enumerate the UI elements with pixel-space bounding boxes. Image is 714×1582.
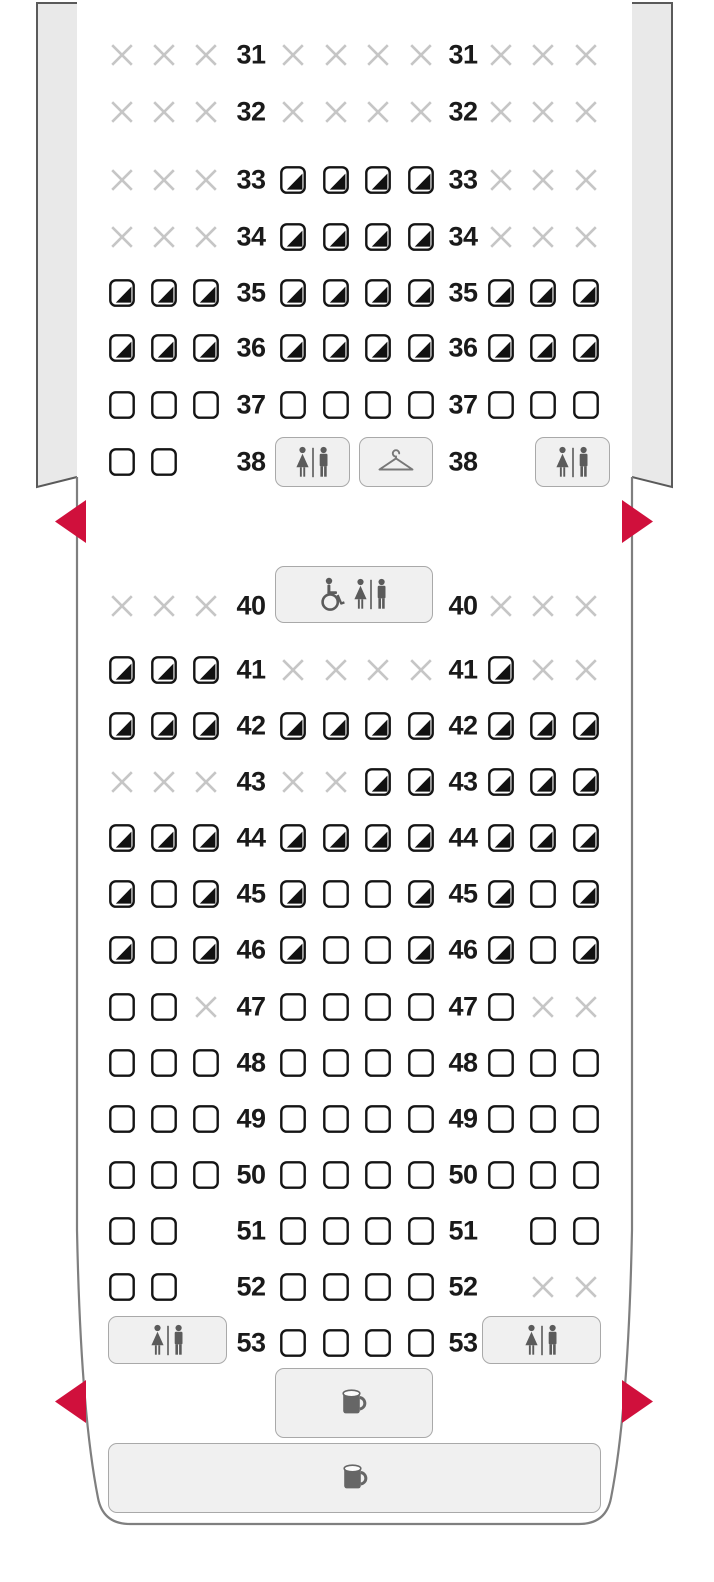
- seat-preferred[interactable]: [573, 936, 599, 964]
- row-number-label: 49: [448, 1103, 478, 1134]
- seat-preferred[interactable]: [488, 334, 514, 362]
- seat-available[interactable]: [365, 993, 391, 1021]
- lavatory: [275, 437, 350, 487]
- seat-unavailable: [574, 658, 598, 682]
- row-number-label: 37: [448, 389, 478, 420]
- row-number-label: 35: [236, 277, 266, 308]
- accessible-lavatory: [275, 566, 433, 623]
- seat-preferred[interactable]: [488, 824, 514, 852]
- seat-unavailable: [531, 995, 555, 1019]
- seat-unavailable: [366, 43, 390, 67]
- seat-unavailable: [574, 43, 598, 67]
- seat-unavailable: [110, 43, 134, 67]
- seat-available[interactable]: [365, 391, 391, 419]
- seat-available[interactable]: [151, 391, 177, 419]
- left-wing-panel: [37, 3, 77, 487]
- seat-preferred[interactable]: [109, 880, 135, 908]
- seat-preferred[interactable]: [530, 768, 556, 796]
- seat-available[interactable]: [530, 936, 556, 964]
- row-number-label: 32: [448, 96, 478, 127]
- seat-available[interactable]: [323, 1161, 349, 1189]
- mug-icon: [339, 1387, 369, 1419]
- seat-unavailable: [324, 43, 348, 67]
- seat-preferred[interactable]: [408, 880, 434, 908]
- seat-unavailable: [110, 594, 134, 618]
- seat-preferred[interactable]: [408, 279, 434, 307]
- seat-preferred[interactable]: [109, 334, 135, 362]
- seat-preferred[interactable]: [280, 880, 306, 908]
- seat-unavailable: [409, 100, 433, 124]
- seat-preferred[interactable]: [488, 768, 514, 796]
- seat-available[interactable]: [193, 1161, 219, 1189]
- row-number-label: 36: [448, 332, 478, 363]
- seat-available[interactable]: [408, 1273, 434, 1301]
- seat-available[interactable]: [109, 1105, 135, 1133]
- seat-unavailable: [194, 43, 218, 67]
- seat-unavailable: [489, 43, 513, 67]
- seat-preferred[interactable]: [365, 768, 391, 796]
- row-number-label: 45: [236, 878, 266, 909]
- seat-preferred[interactable]: [323, 712, 349, 740]
- row-number-label: 44: [236, 822, 266, 853]
- seat-available[interactable]: [151, 1049, 177, 1077]
- seat-unavailable: [194, 995, 218, 1019]
- mug-icon: [340, 1462, 370, 1494]
- seat-available[interactable]: [573, 1049, 599, 1077]
- seat-available[interactable]: [365, 936, 391, 964]
- seat-available[interactable]: [408, 1049, 434, 1077]
- seat-unavailable: [194, 100, 218, 124]
- seat-available[interactable]: [408, 1105, 434, 1133]
- seat-preferred[interactable]: [193, 880, 219, 908]
- galley: [275, 1368, 433, 1438]
- seat-unavailable: [324, 100, 348, 124]
- seat-unavailable: [366, 658, 390, 682]
- seat-preferred[interactable]: [488, 712, 514, 740]
- seat-unavailable: [489, 168, 513, 192]
- seat-available[interactable]: [530, 1105, 556, 1133]
- seat-available[interactable]: [151, 936, 177, 964]
- seat-available[interactable]: [323, 1049, 349, 1077]
- restroom-icon: [522, 1324, 562, 1357]
- seat-available[interactable]: [151, 1273, 177, 1301]
- seat-available[interactable]: [530, 391, 556, 419]
- row-number-label: 33: [236, 164, 266, 195]
- seat-preferred[interactable]: [151, 824, 177, 852]
- lavatory: [535, 437, 610, 487]
- seat-unavailable: [152, 770, 176, 794]
- seat-available[interactable]: [408, 391, 434, 419]
- seat-available[interactable]: [530, 1161, 556, 1189]
- seat-preferred[interactable]: [280, 223, 306, 251]
- seat-unavailable: [152, 100, 176, 124]
- seat-available[interactable]: [530, 1217, 556, 1245]
- seat-preferred[interactable]: [280, 936, 306, 964]
- seat-unavailable: [489, 225, 513, 249]
- seat-preferred[interactable]: [323, 166, 349, 194]
- seat-preferred[interactable]: [488, 880, 514, 908]
- row-number-label: 43: [448, 766, 478, 797]
- seat-available[interactable]: [323, 1273, 349, 1301]
- row-number-label: 34: [236, 221, 266, 252]
- accessible-restroom-icon: [316, 576, 392, 614]
- row-number-label: 34: [448, 221, 478, 252]
- seat-preferred[interactable]: [151, 656, 177, 684]
- seat-available[interactable]: [151, 993, 177, 1021]
- seat-available[interactable]: [365, 1161, 391, 1189]
- seat-unavailable: [110, 100, 134, 124]
- seat-available[interactable]: [323, 1105, 349, 1133]
- seat-available[interactable]: [323, 1217, 349, 1245]
- seat-available[interactable]: [151, 1161, 177, 1189]
- seat-available[interactable]: [323, 391, 349, 419]
- seat-unavailable: [152, 594, 176, 618]
- seat-preferred[interactable]: [280, 712, 306, 740]
- seat-unavailable: [194, 594, 218, 618]
- seat-available[interactable]: [530, 1049, 556, 1077]
- seat-unavailable: [409, 43, 433, 67]
- seat-preferred[interactable]: [280, 824, 306, 852]
- seat-available[interactable]: [280, 1217, 306, 1245]
- seat-preferred[interactable]: [193, 936, 219, 964]
- seat-available[interactable]: [109, 448, 135, 476]
- seat-preferred[interactable]: [280, 166, 306, 194]
- seat-preferred[interactable]: [488, 936, 514, 964]
- seat-unavailable: [152, 225, 176, 249]
- exit-arrow-icon: [622, 1380, 653, 1423]
- seat-available[interactable]: [109, 391, 135, 419]
- seat-available[interactable]: [365, 1049, 391, 1077]
- seat-available[interactable]: [488, 391, 514, 419]
- row-number-label: 38: [236, 446, 266, 477]
- seat-preferred[interactable]: [408, 223, 434, 251]
- hanger-icon: [374, 449, 418, 475]
- row-number-label: 53: [448, 1327, 478, 1358]
- seat-preferred[interactable]: [323, 334, 349, 362]
- seat-available[interactable]: [573, 1105, 599, 1133]
- row-number-label: 31: [236, 39, 266, 70]
- seat-available[interactable]: [280, 1273, 306, 1301]
- row-number-label: 48: [236, 1047, 266, 1078]
- seat-unavailable: [489, 100, 513, 124]
- seat-preferred[interactable]: [573, 712, 599, 740]
- seat-unavailable: [194, 770, 218, 794]
- seat-unavailable: [574, 594, 598, 618]
- seat-preferred[interactable]: [408, 936, 434, 964]
- seat-available[interactable]: [530, 880, 556, 908]
- seat-preferred[interactable]: [280, 279, 306, 307]
- row-number-label: 47: [448, 991, 478, 1022]
- restroom-icon: [553, 446, 593, 479]
- row-number-label: 50: [236, 1159, 266, 1190]
- seat-unavailable: [531, 1275, 555, 1299]
- row-number-label: 50: [448, 1159, 478, 1190]
- row-number-label: 51: [236, 1215, 266, 1246]
- seat-available[interactable]: [323, 1329, 349, 1357]
- row-number-label: 37: [236, 389, 266, 420]
- row-number-label: 45: [448, 878, 478, 909]
- row-number-label: 41: [236, 654, 266, 685]
- seat-unavailable: [489, 594, 513, 618]
- seat-preferred[interactable]: [530, 712, 556, 740]
- row-number-label: 51: [448, 1215, 478, 1246]
- seat-preferred[interactable]: [109, 936, 135, 964]
- seat-preferred[interactable]: [193, 712, 219, 740]
- row-number-label: 32: [236, 96, 266, 127]
- seat-available[interactable]: [280, 993, 306, 1021]
- seat-unavailable: [110, 225, 134, 249]
- row-number-label: 36: [236, 332, 266, 363]
- seat-unavailable: [281, 770, 305, 794]
- row-number-label: 43: [236, 766, 266, 797]
- seat-preferred[interactable]: [408, 768, 434, 796]
- seat-preferred[interactable]: [193, 334, 219, 362]
- seat-preferred[interactable]: [573, 880, 599, 908]
- seat-available[interactable]: [573, 391, 599, 419]
- seat-preferred[interactable]: [408, 166, 434, 194]
- seat-preferred[interactable]: [323, 223, 349, 251]
- seat-available[interactable]: [365, 1217, 391, 1245]
- seat-unavailable: [531, 225, 555, 249]
- row-number-label: 52: [236, 1271, 266, 1302]
- seat-preferred[interactable]: [530, 824, 556, 852]
- seat-unavailable: [531, 43, 555, 67]
- seat-preferred[interactable]: [573, 768, 599, 796]
- row-number-label: 48: [448, 1047, 478, 1078]
- lavatory: [482, 1316, 601, 1364]
- restroom-icon: [293, 446, 333, 479]
- seat-preferred[interactable]: [109, 712, 135, 740]
- seat-available[interactable]: [323, 993, 349, 1021]
- seat-unavailable: [574, 100, 598, 124]
- seat-available[interactable]: [365, 880, 391, 908]
- seat-available[interactable]: [151, 1217, 177, 1245]
- wardrobe: [359, 437, 433, 487]
- right-wing-panel: [632, 3, 672, 487]
- seat-available[interactable]: [408, 1217, 434, 1245]
- seat-preferred[interactable]: [530, 334, 556, 362]
- seat-unavailable: [531, 168, 555, 192]
- seat-unavailable: [152, 168, 176, 192]
- seat-preferred[interactable]: [530, 279, 556, 307]
- seat-available[interactable]: [365, 1273, 391, 1301]
- seat-available[interactable]: [573, 1161, 599, 1189]
- seat-unavailable: [366, 100, 390, 124]
- seat-unavailable: [574, 1275, 598, 1299]
- seat-available[interactable]: [193, 1049, 219, 1077]
- seat-available[interactable]: [280, 1329, 306, 1357]
- seat-preferred[interactable]: [408, 824, 434, 852]
- seat-unavailable: [281, 43, 305, 67]
- seat-preferred[interactable]: [151, 712, 177, 740]
- seat-preferred[interactable]: [365, 166, 391, 194]
- seat-unavailable: [152, 43, 176, 67]
- row-number-label: 35: [448, 277, 478, 308]
- seat-preferred[interactable]: [193, 279, 219, 307]
- seat-preferred[interactable]: [488, 279, 514, 307]
- seat-available[interactable]: [488, 993, 514, 1021]
- seat-available[interactable]: [573, 1217, 599, 1245]
- seat-available[interactable]: [109, 1217, 135, 1245]
- seat-available[interactable]: [109, 993, 135, 1021]
- seat-preferred[interactable]: [573, 279, 599, 307]
- row-number-label: 46: [448, 934, 478, 965]
- seat-available[interactable]: [280, 1161, 306, 1189]
- seat-available[interactable]: [280, 1105, 306, 1133]
- seat-available[interactable]: [193, 391, 219, 419]
- row-number-label: 42: [448, 710, 478, 741]
- row-number-label: 47: [236, 991, 266, 1022]
- exit-arrow-icon: [55, 500, 86, 543]
- seat-preferred[interactable]: [573, 334, 599, 362]
- seat-available[interactable]: [408, 993, 434, 1021]
- seat-available[interactable]: [365, 1329, 391, 1357]
- seat-unavailable: [574, 995, 598, 1019]
- seat-unavailable: [281, 100, 305, 124]
- seat-available[interactable]: [151, 1105, 177, 1133]
- seat-preferred[interactable]: [151, 334, 177, 362]
- seat-unavailable: [281, 658, 305, 682]
- seat-unavailable: [574, 225, 598, 249]
- seat-preferred[interactable]: [280, 334, 306, 362]
- seat-unavailable: [194, 168, 218, 192]
- seat-available[interactable]: [488, 1105, 514, 1133]
- seat-available[interactable]: [408, 1161, 434, 1189]
- seat-preferred[interactable]: [109, 279, 135, 307]
- seat-preferred[interactable]: [488, 656, 514, 684]
- seat-preferred[interactable]: [365, 712, 391, 740]
- seat-available[interactable]: [365, 1105, 391, 1133]
- exit-arrow-icon: [55, 1380, 86, 1423]
- seat-preferred[interactable]: [365, 279, 391, 307]
- seat-available[interactable]: [151, 880, 177, 908]
- seat-available[interactable]: [109, 1161, 135, 1189]
- seat-available[interactable]: [280, 391, 306, 419]
- row-number-label: 52: [448, 1271, 478, 1302]
- seat-preferred[interactable]: [151, 279, 177, 307]
- seat-preferred[interactable]: [193, 824, 219, 852]
- seat-preferred[interactable]: [323, 279, 349, 307]
- seat-available[interactable]: [151, 448, 177, 476]
- seat-unavailable: [110, 168, 134, 192]
- seat-preferred[interactable]: [408, 712, 434, 740]
- seat-available[interactable]: [280, 1049, 306, 1077]
- seat-unavailable: [574, 168, 598, 192]
- seat-unavailable: [531, 658, 555, 682]
- exit-arrow-icon: [622, 500, 653, 543]
- seat-preferred[interactable]: [365, 824, 391, 852]
- row-number-label: 42: [236, 710, 266, 741]
- seat-preferred[interactable]: [109, 824, 135, 852]
- seat-preferred[interactable]: [365, 334, 391, 362]
- seat-preferred[interactable]: [193, 656, 219, 684]
- seat-available[interactable]: [408, 1329, 434, 1357]
- row-number-label: 44: [448, 822, 478, 853]
- row-number-label: 38: [448, 446, 478, 477]
- seat-unavailable: [194, 225, 218, 249]
- seat-unavailable: [531, 100, 555, 124]
- seat-unavailable: [324, 770, 348, 794]
- seat-preferred[interactable]: [365, 223, 391, 251]
- seat-preferred[interactable]: [573, 824, 599, 852]
- seat-available[interactable]: [323, 936, 349, 964]
- row-number-label: 40: [448, 590, 478, 621]
- restroom-icon: [148, 1324, 188, 1357]
- seat-unavailable: [409, 658, 433, 682]
- row-number-label: 33: [448, 164, 478, 195]
- seat-preferred[interactable]: [109, 656, 135, 684]
- seat-unavailable: [110, 770, 134, 794]
- row-number-label: 40: [236, 590, 266, 621]
- seat-available[interactable]: [323, 880, 349, 908]
- lavatory: [108, 1316, 227, 1364]
- row-number-label: 49: [236, 1103, 266, 1134]
- seat-preferred[interactable]: [323, 824, 349, 852]
- row-number-label: 41: [448, 654, 478, 685]
- seat-available[interactable]: [488, 1161, 514, 1189]
- galley: [108, 1443, 601, 1513]
- seat-available[interactable]: [488, 1049, 514, 1077]
- row-number-label: 46: [236, 934, 266, 965]
- seat-preferred[interactable]: [408, 334, 434, 362]
- row-number-label: 31: [448, 39, 478, 70]
- seat-available[interactable]: [109, 1273, 135, 1301]
- seat-available[interactable]: [193, 1105, 219, 1133]
- row-number-label: 53: [236, 1327, 266, 1358]
- seat-unavailable: [531, 594, 555, 618]
- seat-unavailable: [324, 658, 348, 682]
- seat-available[interactable]: [109, 1049, 135, 1077]
